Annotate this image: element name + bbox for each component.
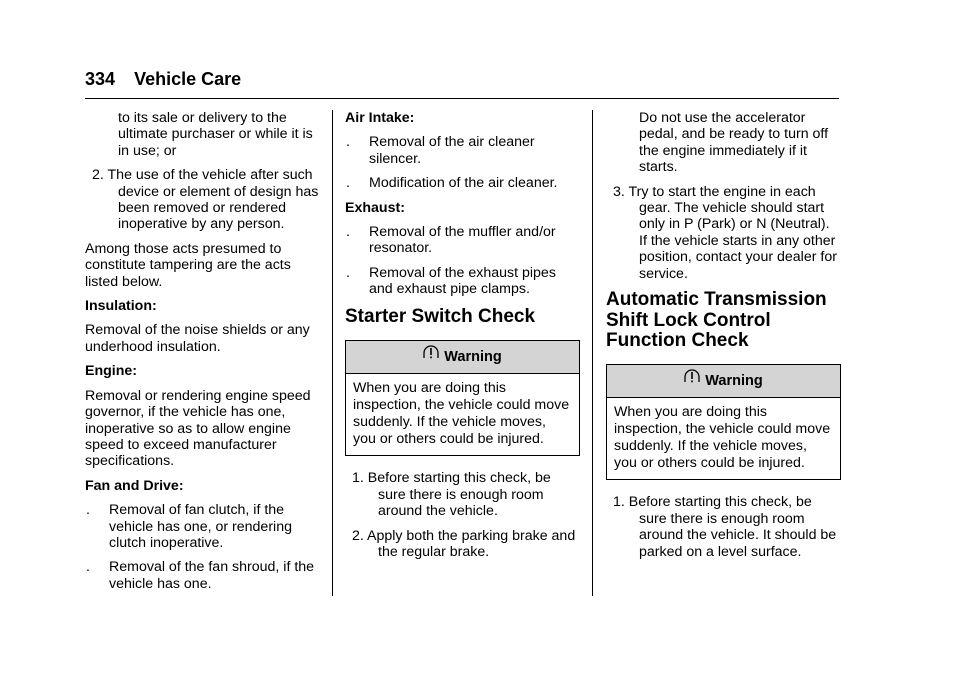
warning-text: When you are doing this inspection, the vehicle could move suddenly. If the vehicle moves, you or others could be injured.: [353, 379, 570, 448]
column-divider: [332, 110, 333, 596]
warning-title: Warning: [705, 372, 763, 389]
numbered-item: 3. Try to start the engine in each gear. The vehicle should start only in P (Park) or N (Neutral). If the vehicle starts in any other position, contact your dealer for service.: [613, 183, 837, 282]
bullet-text: Removal of the fan shroud, if the vehicle has one.: [109, 559, 315, 592]
subheading: Fan and Drive:: [85, 477, 184, 494]
subheading: Insulation:: [85, 298, 157, 315]
header-rule: [85, 98, 839, 99]
subheading: Air Intake:: [345, 110, 415, 126]
heading-line: Function Check: [606, 330, 749, 352]
bullet-text: Removal of the exhaust pipes and exhaust pipe clamps.: [369, 264, 556, 298]
bullet-marker: .: [86, 559, 90, 576]
warning-box: [345, 340, 580, 457]
bullet-item: [345, 224, 580, 257]
numbered-item: 2. Apply both the parking brake and the regular brake.: [352, 527, 576, 561]
numbered-item: 2. The use of the vehicle after such device or element of design has been removed or rendered inoperative by any person.: [92, 167, 319, 233]
subheading: Exhaust:: [345, 199, 405, 216]
bullet-item: [85, 559, 325, 592]
column-1: [85, 110, 325, 600]
paragraph: to its sale or delivery to the ultimate purchaser or while it is in use; or: [118, 110, 313, 159]
section-title: Vehicle Care: [134, 69, 242, 89]
bullet-text: Modification of the air cleaner.: [369, 175, 558, 192]
bullet-text: Removal of fan clutch, if the vehicle has one, or rendering clutch inoperative.: [109, 502, 292, 551]
bullet-item: [345, 134, 580, 167]
warning-box: [606, 364, 841, 481]
page-number: 334: [85, 69, 116, 89]
column-divider: [592, 110, 593, 596]
paragraph: Among those acts presumed to constitute tampering are the acts listed below.: [85, 240, 291, 290]
bullet-marker: .: [346, 134, 350, 151]
warning-header: [607, 365, 840, 398]
bullet-marker: .: [346, 224, 350, 241]
bullet-marker: .: [86, 502, 90, 519]
heading-line: Automatic Transmission: [606, 289, 827, 311]
section-heading: [606, 290, 841, 352]
bullet-marker: .: [346, 264, 350, 281]
numbered-item: 1. Before starting this check, be sure there is enough room around the vehicle.: [352, 470, 551, 520]
section-heading: Starter Switch Check: [345, 305, 536, 327]
paragraph: Removal of the noise shields or any underhood insulation.: [85, 322, 310, 355]
bullet-item: [345, 265, 580, 298]
warning-text: When you are doing this inspection, the vehicle could move suddenly. If the vehicle moves, you or others could be injured.: [614, 403, 831, 472]
bullet-item: [85, 502, 325, 551]
column-2: [345, 110, 580, 569]
column-3: [606, 110, 841, 568]
page-header: [85, 69, 241, 90]
bullet-text: Removal of the muffler and/or resonator.: [369, 224, 556, 257]
bullet-item: [345, 175, 580, 191]
bullet-marker: .: [346, 175, 350, 192]
subheading: Engine:: [85, 363, 138, 380]
bullet-text: Removal of the air cleaner silencer.: [369, 134, 535, 167]
paragraph: Removal or rendering engine speed governor, if the vehicle has one, inoperative so as to allow engine speed to exceed manufacturer specifications.: [85, 387, 311, 470]
warning-header: [346, 341, 579, 374]
paragraph: Do not use the accelerator pedal, and be ready to turn off the engine immediately if it starts.: [639, 110, 829, 176]
warning-title: Warning: [444, 348, 502, 365]
warning-icon: [423, 341, 439, 373]
warning-icon: [684, 365, 700, 397]
numbered-item: 1. Before starting this check, be sure there is enough room around the vehicle. It should be parked on a level surface.: [613, 494, 837, 560]
heading-line: Shift Lock Control: [606, 309, 771, 331]
